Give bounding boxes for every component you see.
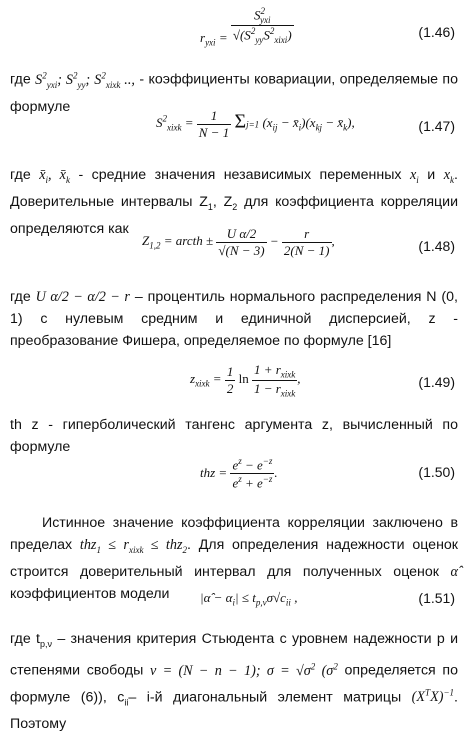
equation-number: (1.51) — [418, 590, 455, 606]
equation-1-50 — [0, 456, 469, 506]
equation-1-46 — [0, 8, 469, 58]
paragraph-student: где $t_{p,\nu}$ – значения критерия Стьюдента с уровнем надежности p и степенями свободы ν = (N − n − 1); $\sigma = √\sigma^2$ ($\sigma^2$ определяется по формуле (6)), $c_{ii}-$ i-й диагональный элемент матрицы $(X^TX)^{-1}$. Поэтому — [10, 631, 458, 733]
equation-body: thz = $\frac{e^z - e^{-z}}{e^z + e^{-z}}$ . — [200, 456, 278, 491]
paragraph-tanh: th z - гиперболический тангенс аргумента z, вычисленный по формуле — [10, 417, 458, 455]
equation-number: (1.46) — [418, 24, 455, 40]
equation-1-48 — [0, 226, 469, 276]
equation-body: $S^2_{xixk}$ = $\frac{1}{N - 1}$ Σj=1 ($x_{ij}$ − $x̄_i)(x_{kj}$ − $x̄_k$), — [156, 108, 355, 140]
equation-body: $z_{xixk}$ = $\frac{1}{2}$ ln $\frac{1 + r_{xixk}}{1 - r_{xixk}}$ , — [190, 362, 301, 399]
equation-number: (1.50) — [418, 464, 455, 480]
paragraph-means: где $x̄_i$, $x̄_k$ - средние значения независимых переменных $x_i$ и $x_k$. Доверительные интервалы $Z_1$, $Z_2$ для коэффициента корреляции определяются как — [10, 167, 458, 237]
equation-number: (1.48) — [418, 238, 455, 254]
equation-1-47 — [0, 108, 469, 158]
equation-1-49 — [0, 362, 469, 412]
equation-body: |α̂ − $\alpha_i| \le t_{p,\nu}\sigma√c_{ii}$ , — [200, 590, 298, 608]
equation-number: (1.49) — [418, 374, 455, 390]
paragraph-confidence: Истинное значение коэффициента корреляции заключено в пределах $thz_1 \le r_{xixk} \le thz_2$. Для определения надежности оценок строится доверительный интервал для полученных оценок α̂ коэффициентов модели — [10, 515, 458, 602]
equation-number: (1.47) — [418, 118, 455, 134]
paragraph-covariance: где $S^2_{yxi}$; $S^2_{yy}$; $S^2_{xixk}$ .., - коэффициенты ковариации, определяемые по формуле — [10, 70, 458, 115]
equation-body: $Z_{1,2}$ = arcth ± $\frac{\text{U α/2}}{√(N - 3)}$ − $\frac{r}{2(N - 1)}$ , — [142, 226, 335, 258]
paragraph-percentile: где U α/2 − α/2 − r – процентиль нормального распределения N (0, 1) с нулевым средним и единичной дисперсией, z - преобразование Фишера, определяемое по формуле [16] — [10, 289, 458, 349]
equation-body: $r_{yxi}$ = $\frac{S^2_{yxi}}{√(S^2_{yy}S^2_{xixi})}$ — [200, 6, 292, 48]
